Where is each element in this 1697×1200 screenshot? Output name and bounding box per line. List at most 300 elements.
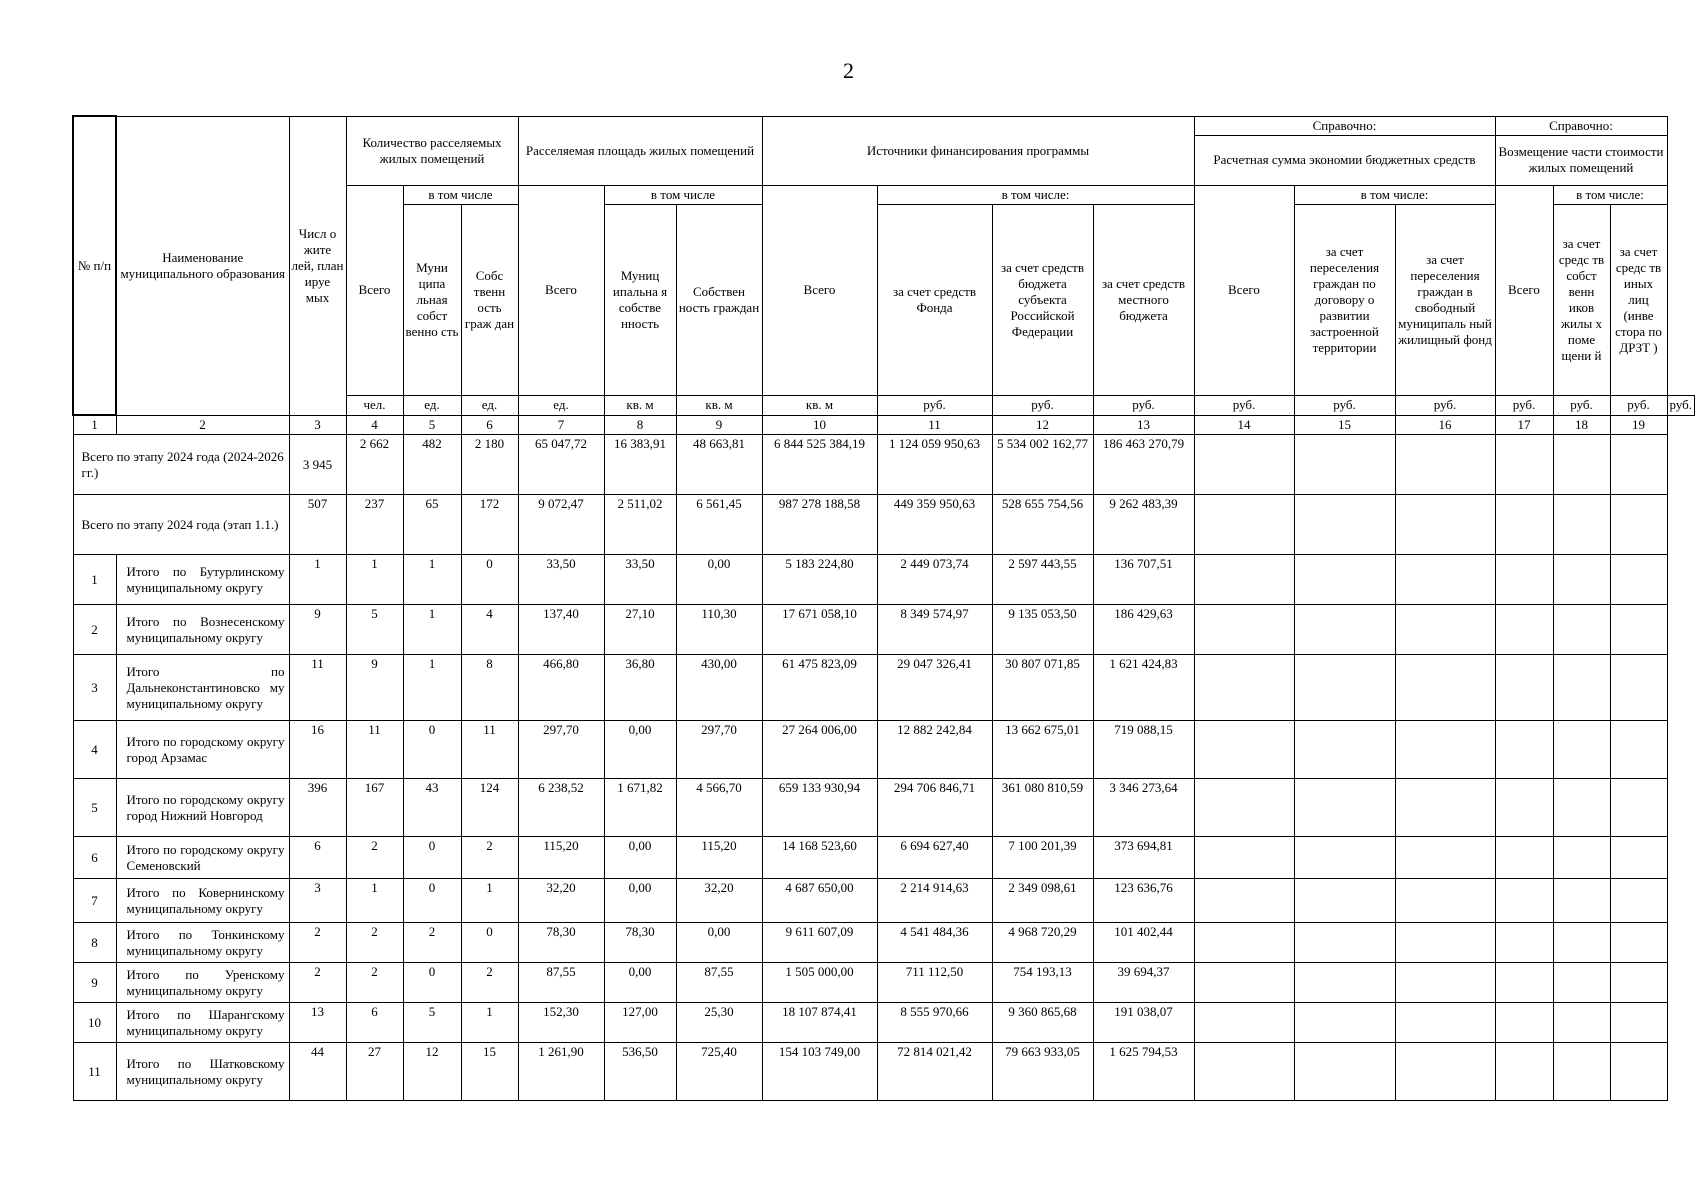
- empty-cell: [1610, 721, 1667, 779]
- cell-fin-local: 9 262 483,39: [1093, 495, 1194, 555]
- unit-cell: руб.: [992, 395, 1093, 415]
- empty-cell: [1553, 435, 1610, 495]
- cell-count-priv: 8: [461, 655, 518, 721]
- header-comp-incl: в том числе:: [1553, 185, 1667, 204]
- row-number: 7: [73, 879, 116, 923]
- cell-count-priv: 11: [461, 721, 518, 779]
- col-number: 18: [1553, 415, 1610, 435]
- empty-cell: [1194, 1043, 1294, 1101]
- cell-area-priv: 32,20: [676, 879, 762, 923]
- cell-count-mun: 1: [403, 655, 461, 721]
- municipality-name: Итого по Вознесенскому муниципальному округу: [116, 605, 289, 655]
- empty-cell: [1194, 779, 1294, 837]
- cell-area-total: 137,40: [518, 605, 604, 655]
- cell-fin-fund: 711 112,50: [877, 963, 992, 1003]
- empty-cell: [1610, 435, 1667, 495]
- header-count-total: Всего: [346, 185, 403, 395]
- empty-cell: [1294, 879, 1395, 923]
- cell-fin-fund: 6 694 627,40: [877, 837, 992, 879]
- cell-area-mun: 0,00: [604, 963, 676, 1003]
- empty-cell: [1610, 963, 1667, 1003]
- unit-cell: кв. м: [762, 395, 877, 415]
- header-finance-group: Источники финансирования программы: [762, 116, 1194, 185]
- header-eco-dev: за счет переселения граждан по договору о развитии застроенной территории: [1294, 204, 1395, 395]
- cell-fin-local: 3 346 273,64: [1093, 779, 1194, 837]
- cell-area-total: 115,20: [518, 837, 604, 879]
- cell-fin-fund: 4 541 484,36: [877, 923, 992, 963]
- municipality-name: Итого по Дальнеконстантиновско му муниципальному округу: [116, 655, 289, 721]
- cell-fin-local: 373 694,81: [1093, 837, 1194, 879]
- cell-fin-fund: 8 349 574,97: [877, 605, 992, 655]
- table-row: [73, 923, 1695, 963]
- municipality-name: Итого по городскому округу город Арзамас: [116, 721, 289, 779]
- header-count-group: Количество расселяемых жилых помещений: [346, 116, 518, 185]
- header-comp-owners: за счет средс тв собст венн иков жилы х поме щени й: [1553, 204, 1610, 395]
- col-number: 8: [604, 415, 676, 435]
- empty-cell: [1294, 963, 1395, 1003]
- cell-residents: 11: [289, 655, 346, 721]
- empty-cell: [1194, 721, 1294, 779]
- cell-residents: 2: [289, 963, 346, 1003]
- total-row: [73, 495, 1695, 555]
- cell-area-total: 32,20: [518, 879, 604, 923]
- unit-cell: кв. м: [604, 395, 676, 415]
- empty-cell: [1294, 655, 1395, 721]
- cell-fin-region: 9 360 865,68: [992, 1003, 1093, 1043]
- empty-cell: [1194, 495, 1294, 555]
- cell-residents: 2: [289, 923, 346, 963]
- cell-fin-total: 154 103 749,00: [762, 1043, 877, 1101]
- cell-fin-region: 361 080 810,59: [992, 779, 1093, 837]
- unit-cell: руб.: [1667, 395, 1695, 415]
- municipality-name: Итого по Уренскому муниципальному округу: [116, 963, 289, 1003]
- empty-cell: [1294, 837, 1395, 879]
- cell-fin-region: 528 655 754,56: [992, 495, 1093, 555]
- cell-fin-fund: 12 882 242,84: [877, 721, 992, 779]
- row-number: 9: [73, 963, 116, 1003]
- unit-cell: руб.: [1093, 395, 1194, 415]
- unit-cell: руб.: [1194, 395, 1294, 415]
- empty-cell: [1395, 1003, 1495, 1043]
- table-row: [73, 879, 1695, 923]
- cell-count-total: 27: [346, 1043, 403, 1101]
- cell-count-total: 11: [346, 721, 403, 779]
- cell-fin-total: 987 278 188,58: [762, 495, 877, 555]
- cell-area-total: 9 072,47: [518, 495, 604, 555]
- empty-cell: [1194, 923, 1294, 963]
- empty-cell: [1495, 655, 1553, 721]
- empty-cell: [1395, 655, 1495, 721]
- cell-fin-region: 13 662 675,01: [992, 721, 1093, 779]
- empty-cell: [1495, 963, 1553, 1003]
- cell-residents: 9: [289, 605, 346, 655]
- cell-area-priv: 115,20: [676, 837, 762, 879]
- cell-area-mun: 16 383,91: [604, 435, 676, 495]
- empty-cell: [1610, 1043, 1667, 1101]
- cell-residents: 16: [289, 721, 346, 779]
- row-number: 10: [73, 1003, 116, 1043]
- cell-count-mun: 0: [403, 837, 461, 879]
- row-number: 3: [73, 655, 116, 721]
- cell-fin-fund: 294 706 846,71: [877, 779, 992, 837]
- empty-cell: [1553, 879, 1610, 923]
- cell-area-priv: 6 561,45: [676, 495, 762, 555]
- cell-count-mun: 12: [403, 1043, 461, 1101]
- header-area-total: Всего: [518, 185, 604, 395]
- cell-area-total: 297,70: [518, 721, 604, 779]
- cell-area-total: 6 238,52: [518, 779, 604, 837]
- cell-fin-local: 1 625 794,53: [1093, 1043, 1194, 1101]
- cell-area-priv: 87,55: [676, 963, 762, 1003]
- municipality-name: Итого по Шатковскому муниципальному округу: [116, 1043, 289, 1101]
- program-table: [72, 115, 1695, 1101]
- municipality-name: Итого по Ковернинскому муниципальному округу: [116, 879, 289, 923]
- cell-fin-region: 4 968 720,29: [992, 923, 1093, 963]
- cell-area-total: 1 261,90: [518, 1043, 604, 1101]
- cell-count-priv: 4: [461, 605, 518, 655]
- cell-residents: 3: [289, 879, 346, 923]
- header-fin-local: за счет средств местного бюджета: [1093, 204, 1194, 395]
- cell-area-mun: 0,00: [604, 879, 676, 923]
- cell-count-priv: 1: [461, 879, 518, 923]
- cell-count-total: 167: [346, 779, 403, 837]
- column-number-row: [73, 415, 1695, 435]
- cell-area-mun: 33,50: [604, 555, 676, 605]
- municipality-name: Итого по городскому округу Семеновский: [116, 837, 289, 879]
- unit-cell: ед.: [461, 395, 518, 415]
- cell-count-total: 9: [346, 655, 403, 721]
- municipality-name: Итого по Тонкинскому муниципальному округу: [116, 923, 289, 963]
- col-number: 17: [1495, 415, 1553, 435]
- table-body: [73, 435, 1695, 1101]
- col-number: 5: [403, 415, 461, 435]
- cell-fin-region: 30 807 071,85: [992, 655, 1093, 721]
- empty-cell: [1553, 721, 1610, 779]
- unit-cell: руб.: [1553, 395, 1610, 415]
- empty-cell: [1194, 605, 1294, 655]
- empty-cell: [1294, 779, 1395, 837]
- header-count-priv: Собс твенн ость граж дан: [461, 204, 518, 395]
- cell-fin-total: 6 844 525 384,19: [762, 435, 877, 495]
- col-number: 16: [1395, 415, 1495, 435]
- cell-area-total: 78,30: [518, 923, 604, 963]
- empty-cell: [1553, 963, 1610, 1003]
- col-number: 19: [1610, 415, 1667, 435]
- unit-cell: чел.: [346, 395, 403, 415]
- empty-cell: [1553, 495, 1610, 555]
- cell-area-priv: 0,00: [676, 555, 762, 605]
- cell-area-total: 152,30: [518, 1003, 604, 1043]
- empty-cell: [1294, 555, 1395, 605]
- table-row: [73, 605, 1695, 655]
- cell-area-mun: 78,30: [604, 923, 676, 963]
- cell-area-total: 33,50: [518, 555, 604, 605]
- col-number: 12: [992, 415, 1093, 435]
- cell-fin-region: 2 349 098,61: [992, 879, 1093, 923]
- empty-cell: [1610, 655, 1667, 721]
- empty-cell: [1553, 555, 1610, 605]
- municipality-name: Итого по Шарангскому муниципальному округу: [116, 1003, 289, 1043]
- unit-cell: руб.: [1495, 395, 1553, 415]
- cell-fin-region: 9 135 053,50: [992, 605, 1093, 655]
- cell-fin-local: 1 621 424,83: [1093, 655, 1194, 721]
- header-comp-other: за счет средс тв иных лиц (инве стора по ДРЗТ ): [1610, 204, 1667, 395]
- table-row: [73, 963, 1695, 1003]
- cell-count-total: 5: [346, 605, 403, 655]
- cell-fin-total: 17 671 058,10: [762, 605, 877, 655]
- total-row: [73, 435, 1695, 495]
- cell-count-mun: 482: [403, 435, 461, 495]
- cell-count-mun: 5: [403, 1003, 461, 1043]
- cell-area-mun: 2 511,02: [604, 495, 676, 555]
- empty-cell: [1610, 495, 1667, 555]
- row-number: 5: [73, 779, 116, 837]
- cell-area-total: 466,80: [518, 655, 604, 721]
- header-num: № п/п: [73, 116, 116, 415]
- cell-count-mun: 0: [403, 721, 461, 779]
- cell-area-priv: 48 663,81: [676, 435, 762, 495]
- cell-count-mun: 0: [403, 963, 461, 1003]
- cell-fin-local: 191 038,07: [1093, 1003, 1194, 1043]
- col-number: 3: [289, 415, 346, 435]
- cell-count-priv: 2 180: [461, 435, 518, 495]
- empty-cell: [1553, 923, 1610, 963]
- cell-count-mun: 1: [403, 605, 461, 655]
- empty-cell: [1395, 879, 1495, 923]
- cell-count-priv: 0: [461, 555, 518, 605]
- cell-fin-fund: 2 449 073,74: [877, 555, 992, 605]
- cell-residents: 44: [289, 1043, 346, 1101]
- header-comp-total: Всего: [1495, 185, 1553, 395]
- empty-cell: [1294, 923, 1395, 963]
- cell-area-priv: 110,30: [676, 605, 762, 655]
- header-residents: Числ о жите лей, план ируе мых: [289, 116, 346, 415]
- cell-fin-total: 4 687 650,00: [762, 879, 877, 923]
- cell-area-priv: 4 566,70: [676, 779, 762, 837]
- empty-cell: [1395, 605, 1495, 655]
- header-area-incl: в том числе: [604, 185, 762, 204]
- empty-cell: [1553, 655, 1610, 721]
- cell-fin-fund: 72 814 021,42: [877, 1043, 992, 1101]
- empty-cell: [1495, 837, 1553, 879]
- cell-fin-region: 2 597 443,55: [992, 555, 1093, 605]
- header-area-priv: Собствен ность граждан: [676, 204, 762, 395]
- cell-count-mun: 1: [403, 555, 461, 605]
- empty-cell: [1610, 879, 1667, 923]
- header-fin-region: за счет средств бюджета субъекта Российской Федерации: [992, 204, 1093, 395]
- cell-count-priv: 2: [461, 837, 518, 879]
- cell-count-mun: 65: [403, 495, 461, 555]
- table-row: [73, 555, 1695, 605]
- cell-count-total: 1: [346, 879, 403, 923]
- empty-cell: [1194, 435, 1294, 495]
- total-label: Всего по этапу 2024 года (этап 1.1.): [73, 495, 289, 555]
- empty-cell: [1294, 1003, 1395, 1043]
- empty-cell: [1194, 837, 1294, 879]
- empty-cell: [1294, 495, 1395, 555]
- unit-cell: руб.: [1395, 395, 1495, 415]
- empty-cell: [1495, 435, 1553, 495]
- row-number: 2: [73, 605, 116, 655]
- header-count-incl: в том числе: [403, 185, 518, 204]
- cell-fin-local: 186 463 270,79: [1093, 435, 1194, 495]
- cell-area-total: 87,55: [518, 963, 604, 1003]
- cell-count-total: 2: [346, 923, 403, 963]
- cell-count-priv: 1: [461, 1003, 518, 1043]
- col-number: 13: [1093, 415, 1194, 435]
- unit-cell: ед.: [403, 395, 461, 415]
- header-area-mun: Муниц ипальна я собстве нность: [604, 204, 676, 395]
- empty-cell: [1610, 1003, 1667, 1043]
- col-number: 11: [877, 415, 992, 435]
- cell-count-mun: 2: [403, 923, 461, 963]
- cell-area-total: 65 047,72: [518, 435, 604, 495]
- cell-residents: 1: [289, 555, 346, 605]
- col-number: 6: [461, 415, 518, 435]
- empty-cell: [1395, 495, 1495, 555]
- col-number: 7: [518, 415, 604, 435]
- empty-cell: [1294, 721, 1395, 779]
- empty-cell: [1610, 605, 1667, 655]
- cell-residents: 396: [289, 779, 346, 837]
- header-economy-group: Расчетная сумма экономии бюджетных средств: [1194, 135, 1495, 185]
- cell-area-priv: 430,00: [676, 655, 762, 721]
- cell-fin-fund: 449 359 950,63: [877, 495, 992, 555]
- row-number: 4: [73, 721, 116, 779]
- cell-count-total: 6: [346, 1003, 403, 1043]
- cell-residents: 6: [289, 837, 346, 879]
- col-number: 4: [346, 415, 403, 435]
- unit-cell: ед.: [518, 395, 604, 415]
- cell-fin-total: 1 505 000,00: [762, 963, 877, 1003]
- empty-cell: [1495, 605, 1553, 655]
- municipality-name: Итого по Бутурлинскому муниципальному округу: [116, 555, 289, 605]
- cell-area-mun: 536,50: [604, 1043, 676, 1101]
- cell-area-mun: 27,10: [604, 605, 676, 655]
- cell-fin-local: 39 694,37: [1093, 963, 1194, 1003]
- cell-area-mun: 0,00: [604, 721, 676, 779]
- cell-fin-local: 719 088,15: [1093, 721, 1194, 779]
- empty-cell: [1395, 779, 1495, 837]
- empty-cell: [1194, 963, 1294, 1003]
- empty-cell: [1194, 655, 1294, 721]
- empty-cell: [1395, 837, 1495, 879]
- empty-cell: [1553, 605, 1610, 655]
- table-row: [73, 721, 1695, 779]
- cell-count-priv: 2: [461, 963, 518, 1003]
- empty-cell: [1194, 555, 1294, 605]
- header-fin-total: Всего: [762, 185, 877, 395]
- header-ref-1: Справочно:: [1194, 116, 1495, 135]
- cell-fin-total: 27 264 006,00: [762, 721, 877, 779]
- col-number: 15: [1294, 415, 1395, 435]
- cell-count-priv: 172: [461, 495, 518, 555]
- header-count-mun: Муни ципа льная собст венно сть: [403, 204, 461, 395]
- table-row: [73, 1003, 1695, 1043]
- cell-area-priv: 25,30: [676, 1003, 762, 1043]
- header-eco-free: за счет переселения граждан в свободный муниципаль ный жилищный фонд: [1395, 204, 1495, 395]
- empty-cell: [1610, 837, 1667, 879]
- col-number: 14: [1194, 415, 1294, 435]
- header-ref-2: Справочно:: [1495, 116, 1667, 135]
- cell-count-total: 2: [346, 963, 403, 1003]
- cell-fin-local: 186 429,63: [1093, 605, 1194, 655]
- empty-cell: [1194, 879, 1294, 923]
- table-row: [73, 1043, 1695, 1101]
- cell-fin-local: 123 636,76: [1093, 879, 1194, 923]
- col-number: 9: [676, 415, 762, 435]
- cell-area-mun: 1 671,82: [604, 779, 676, 837]
- empty-cell: [1495, 779, 1553, 837]
- header-eco-incl: в том числе:: [1294, 185, 1495, 204]
- empty-cell: [1553, 1043, 1610, 1101]
- header-compensation-group: Возмещение части стоимости жилых помещений: [1495, 135, 1667, 185]
- cell-area-mun: 36,80: [604, 655, 676, 721]
- col-number: 10: [762, 415, 877, 435]
- cell-fin-local: 136 707,51: [1093, 555, 1194, 605]
- cell-fin-fund: 1 124 059 950,63: [877, 435, 992, 495]
- cell-count-total: 1: [346, 555, 403, 605]
- empty-cell: [1610, 923, 1667, 963]
- cell-count-total: 2: [346, 837, 403, 879]
- cell-fin-fund: 2 214 914,63: [877, 879, 992, 923]
- cell-area-mun: 127,00: [604, 1003, 676, 1043]
- empty-cell: [1294, 435, 1395, 495]
- empty-cell: [1553, 1003, 1610, 1043]
- empty-cell: [1395, 435, 1495, 495]
- cell-residents: 3 945: [289, 435, 346, 495]
- table-row: [73, 655, 1695, 721]
- cell-count-priv: 15: [461, 1043, 518, 1101]
- header-fin-incl: в том числе:: [877, 185, 1194, 204]
- empty-cell: [1495, 1043, 1553, 1101]
- row-number: 11: [73, 1043, 116, 1101]
- empty-cell: [1395, 963, 1495, 1003]
- empty-cell: [1495, 495, 1553, 555]
- cell-area-priv: 725,40: [676, 1043, 762, 1101]
- header-name: Наименование муниципального образования: [116, 116, 289, 415]
- page-number: 2: [843, 58, 854, 83]
- empty-cell: [1495, 555, 1553, 605]
- unit-cell: руб.: [877, 395, 992, 415]
- cell-residents: 13: [289, 1003, 346, 1043]
- cell-fin-region: 5 534 002 162,77: [992, 435, 1093, 495]
- empty-cell: [1294, 1043, 1395, 1101]
- empty-cell: [1610, 555, 1667, 605]
- cell-fin-total: 5 183 224,80: [762, 555, 877, 605]
- empty-cell: [1553, 837, 1610, 879]
- cell-fin-region: 7 100 201,39: [992, 837, 1093, 879]
- header-fin-fund: за счет средств Фонда: [877, 204, 992, 395]
- row-number: 8: [73, 923, 116, 963]
- empty-cell: [1294, 605, 1395, 655]
- cell-count-priv: 0: [461, 923, 518, 963]
- total-label: Всего по этапу 2024 года (2024-2026 гг.): [73, 435, 289, 495]
- cell-count-total: 2 662: [346, 435, 403, 495]
- cell-fin-total: 14 168 523,60: [762, 837, 877, 879]
- cell-count-mun: 43: [403, 779, 461, 837]
- empty-cell: [1495, 721, 1553, 779]
- empty-cell: [1495, 923, 1553, 963]
- col-number: 1: [73, 415, 116, 435]
- empty-cell: [1395, 721, 1495, 779]
- cell-area-priv: 297,70: [676, 721, 762, 779]
- empty-cell: [1610, 779, 1667, 837]
- unit-cell: кв. м: [676, 395, 762, 415]
- empty-cell: [1395, 923, 1495, 963]
- cell-count-priv: 124: [461, 779, 518, 837]
- empty-cell: [1395, 555, 1495, 605]
